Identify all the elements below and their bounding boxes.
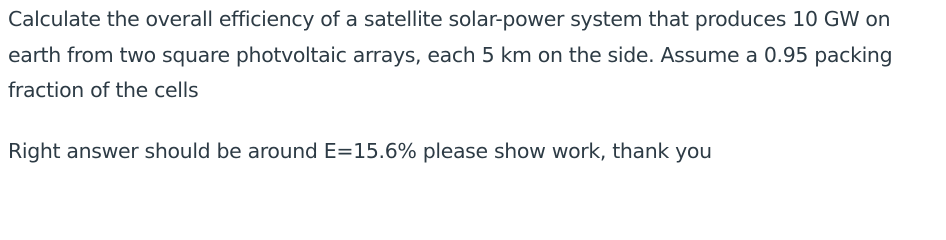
question-paragraph — [8, 2, 944, 109]
answer-hint-text: Right answer should be around E=15.6% please show work, thank you — [8, 139, 712, 163]
question-line-2: earth from two square photvoltaic arrays, each 5 km on the side. Assume a 0.95 packing — [8, 42, 893, 67]
question-line-1: Calculate the overall efficiency of a satellite solar-power system that produces 10 GW on — [8, 7, 891, 31]
question-text — [8, 2, 944, 109]
question-line-3: fraction of the cells — [8, 78, 199, 102]
